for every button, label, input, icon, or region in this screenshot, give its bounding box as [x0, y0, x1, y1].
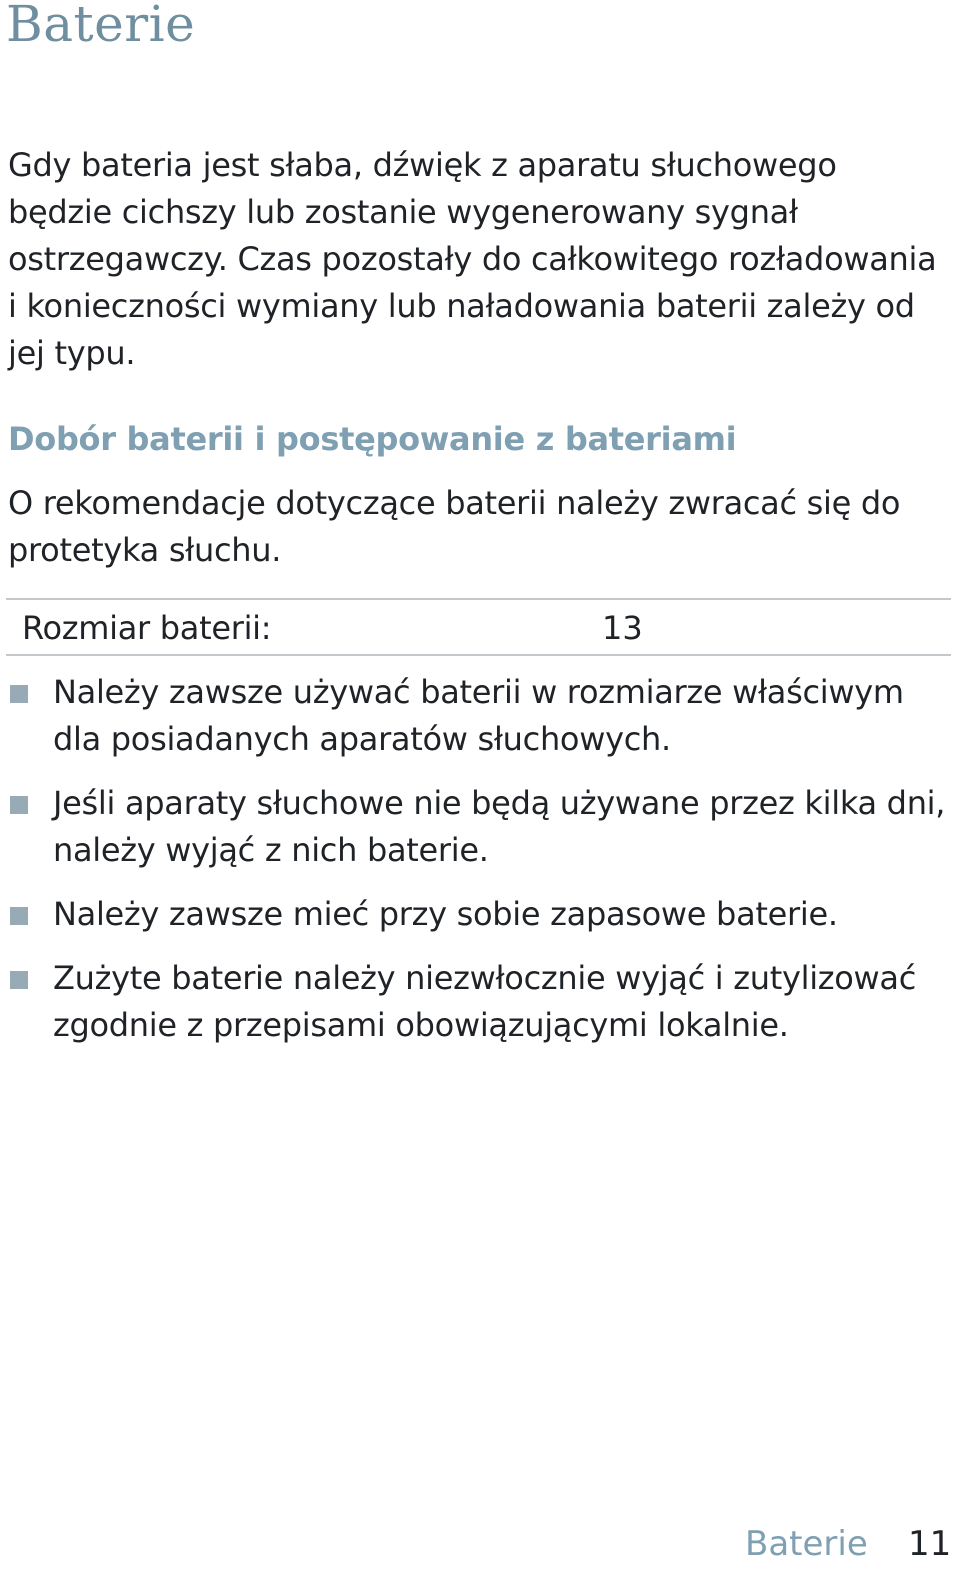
square-bullet-icon — [10, 971, 28, 989]
list-item-text: Jeśli aparaty słuchowe nie będą używane przez kilka dni, należy wyjąć z nich baterie. — [53, 784, 946, 869]
list-item-text: Należy zawsze używać baterii w rozmiarze właściwym dla posiadanych aparatów słuchowych. — [53, 673, 904, 758]
intro-paragraph: Gdy bateria jest słaba, dźwięk z aparatu słuchowego będzie cichszy lub zostanie wygenerowany sygnał ostrzegawczy. Czas pozostały do całkowitego rozładowania i konieczności wymiany lub naładowania baterii zależy od jej typu. — [8, 146, 937, 372]
battery-size-table — [6, 598, 951, 656]
square-bullet-icon — [10, 685, 28, 703]
footer-section-name: Baterie — [745, 1524, 868, 1564]
list-item — [0, 955, 950, 1049]
page-number: 11 — [908, 1524, 952, 1564]
recommendation-paragraph: O rekomendacje dotyczące baterii należy zwracać się do protetyka słuchu. — [8, 484, 901, 569]
battery-size-label: Rozmiar baterii: — [22, 609, 272, 647]
page-title: Baterie — [6, 0, 196, 53]
list-item-text: Należy zawsze mieć przy sobie zapasowe baterie. — [53, 895, 838, 933]
list-item — [0, 669, 950, 763]
section-heading: Dobór baterii i postępowanie z bateriami — [8, 420, 737, 458]
list-item — [0, 780, 950, 874]
list-item-text: Zużyte baterie należy niezwłocznie wyjąć i zutylizować zgodnie z przepisami obowiązującymi lokalnie. — [53, 959, 917, 1044]
square-bullet-icon — [10, 907, 28, 925]
battery-tips-list — [0, 669, 950, 1066]
battery-size-value: 13 — [602, 609, 643, 647]
list-item — [0, 891, 950, 938]
square-bullet-icon — [10, 796, 28, 814]
